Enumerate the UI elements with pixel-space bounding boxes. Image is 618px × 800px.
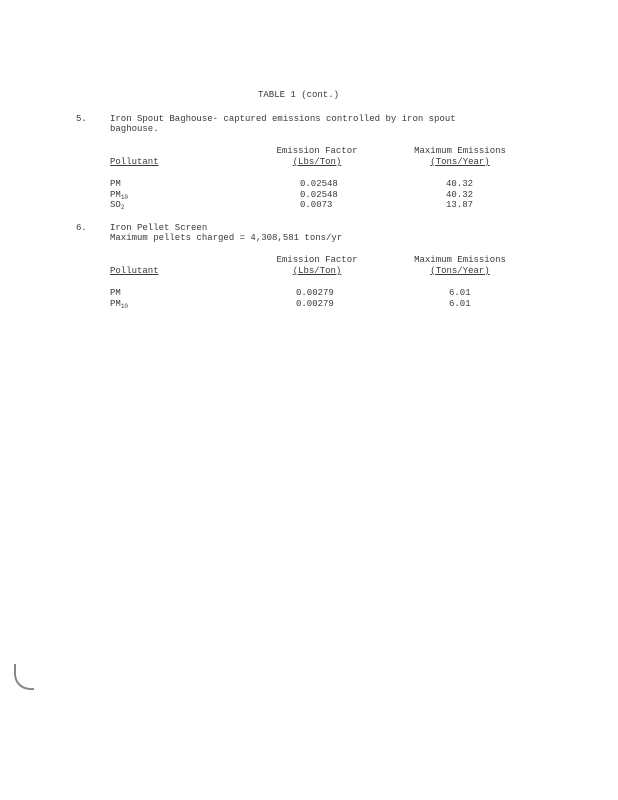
pollutant-subscript: 10 (120, 194, 129, 201)
section-5-title-cont: baghouse. (110, 124, 159, 134)
emissions-cell: 6.01 (449, 288, 471, 298)
section-5-header-emission-factor: Emission Factor (276, 146, 358, 156)
section-5-header-pollutant: Pollutant (110, 157, 159, 167)
emissions-cell: 6.01 (449, 299, 471, 309)
section-6-subtitle: Maximum pellets charged = 4,308,581 tons/yr (110, 233, 343, 243)
emissions-cell: 40.32 (446, 179, 474, 189)
pollutant-subscript: 2 (120, 204, 125, 211)
section-6-header-emission-factor: Emission Factor (276, 255, 358, 265)
section-6-header-tons-year: (Tons/Year) (430, 266, 490, 276)
pollutant-subscript: 10 (120, 303, 129, 310)
factor-cell: 0.02548 (300, 179, 338, 189)
pollutant-cell: PM (110, 288, 121, 298)
table-title: TABLE 1 (cont.) (258, 90, 340, 100)
emissions-cell: 13.87 (446, 200, 474, 210)
section-5-header-lbs-ton: (Lbs/Ton) (292, 157, 342, 167)
table-row (110, 299, 128, 310)
factor-cell: 0.00279 (296, 299, 334, 309)
section-6-number: 6. (76, 223, 87, 233)
emissions-cell: 40.32 (446, 190, 474, 200)
pollutant-cell: SO (110, 200, 121, 210)
factor-cell: 0.0073 (300, 200, 333, 210)
section-6-header-max-emissions: Maximum Emissions (414, 255, 506, 265)
section-5-header-tons-year: (Tons/Year) (430, 157, 490, 167)
section-6-title: Iron Pellet Screen (110, 223, 208, 233)
section-6-header-pollutant: Pollutant (110, 266, 159, 276)
scan-mark (14, 664, 34, 690)
table-row (110, 200, 124, 211)
factor-cell: 0.00279 (296, 288, 334, 298)
pollutant-cell: PM (110, 179, 121, 189)
section-5-header-max-emissions: Maximum Emissions (414, 146, 506, 156)
section-5-number: 5. (76, 114, 87, 124)
section-5-title: Iron Spout Baghouse- captured emissions controlled by iron spout (110, 114, 456, 124)
section-6-header-lbs-ton: (Lbs/Ton) (292, 266, 342, 276)
pollutant-cell: PM (110, 299, 121, 309)
factor-cell: 0.02548 (300, 190, 338, 200)
table-row (110, 179, 121, 190)
pollutant-cell: PM (110, 190, 121, 200)
table-row (110, 288, 121, 299)
